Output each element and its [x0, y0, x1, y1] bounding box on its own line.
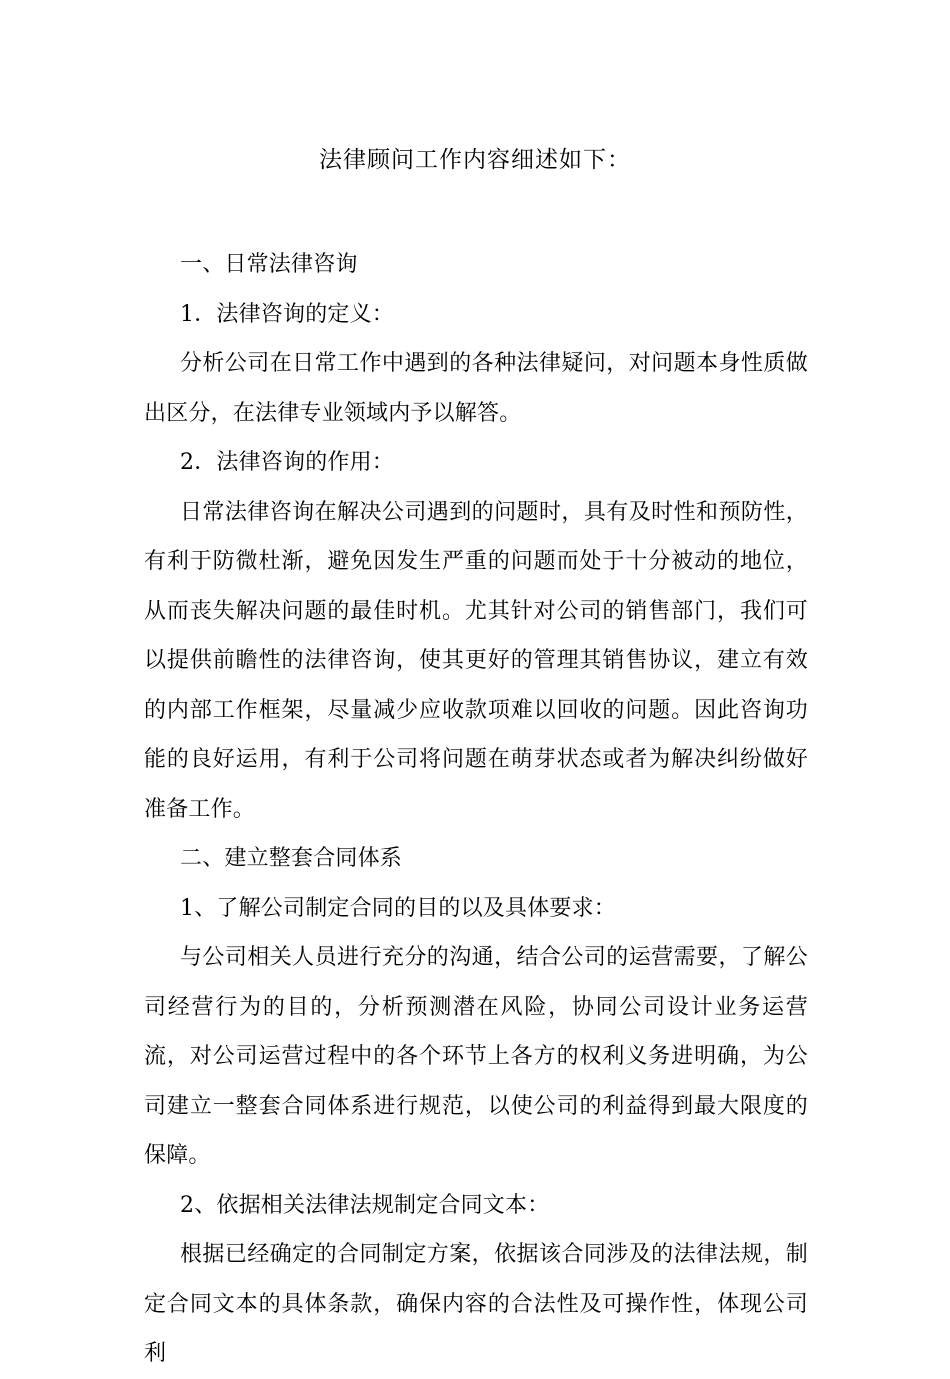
subheading-contract-purpose: 1、了解公司制定合同的目的以及具体要求：: [180, 895, 616, 921]
document-body: [144, 240, 808, 1379]
subheading-consulting-role: 2．法律咨询的作用：: [180, 450, 394, 475]
subheading-contract-drafting: 2、依据相关法律法规制定合同文本：: [180, 1192, 550, 1218]
document-title: 法律顾问工作内容细述如下：: [319, 147, 631, 173]
paragraph-consulting-definition: 分析公司在日常工作中遇到的各种法律疑问，对问题本身性质做出区分，在法律专业领域内予以解答。: [144, 351, 808, 426]
section-heading-contract-system: 二、建立整套合同体系: [180, 846, 403, 871]
section-heading-daily-consulting: 一、日常法律咨询: [180, 252, 358, 277]
paragraph-contract-purpose: 与公司相关人员进行充分的沟通，结合公司的运营需要，了解公司经营行为的目的，分析预测潜在风险，协同公司设计业务运营流，对公司运营过程中的各个环节上各方的权利义务进明确，为公司建立一整套合同体系进行规范，以使公司的利益得到最大限度的保障。: [144, 945, 808, 1168]
paragraph-consulting-role: 日常法律咨询在解决公司遇到的问题时，具有及时性和预防性，有利于防微杜渐，避免因发生严重的问题而处于十分被动的地位，从而丧失解决问题的最佳时机。尤其针对公司的销售部门，我们可以提供前瞻性的法律咨询，使其更好的管理其销售协议，建立有效的内部工作框架，尽量减少应收款项难以回收的问题。因此咨询功能的良好运用，有利于公司将问题在萌芽状态或者为解决纠纷做好准备工作。: [144, 499, 808, 822]
paragraph-contract-drafting: 根据已经确定的合同制定方案，依据该合同涉及的法律法规，制定合同文本的具体条款，确保内容的合法性及可操作性，体现公司利: [144, 1242, 808, 1366]
subheading-consulting-definition: 1．法律咨询的定义：: [180, 301, 394, 327]
